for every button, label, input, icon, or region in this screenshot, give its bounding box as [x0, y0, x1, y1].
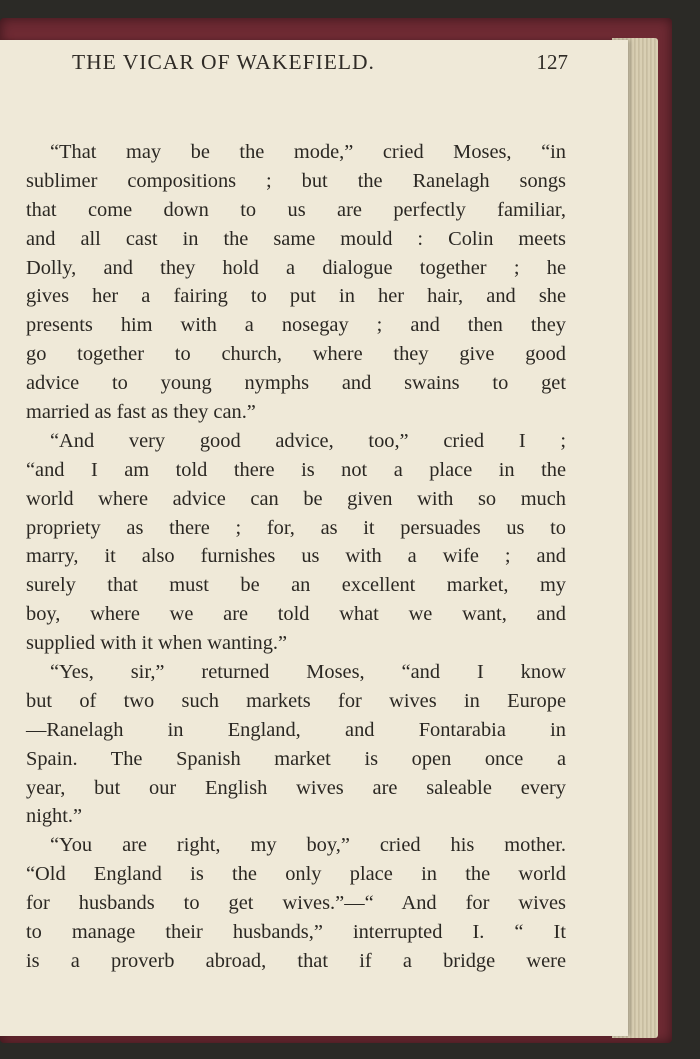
text-line: world where advice can be given with so much — [26, 487, 566, 510]
text-line: propriety as there ; for, as it persuades us to — [26, 516, 566, 539]
text-line: “That may be the mode,” cried Moses, “in — [50, 141, 566, 163]
text-line: supplied with it when wanting.” — [26, 632, 288, 655]
page-header — [72, 50, 568, 84]
text-line: night.” — [26, 805, 83, 828]
text-line: marry, it also furnishes us with a wife ; and — [26, 545, 566, 568]
text-line: boy, where we are told what we want, and — [26, 603, 566, 626]
text-line: sublimer compositions ; but the Ranelagh songs — [26, 169, 566, 192]
text-line: advice to young nymphs and swains to get — [26, 372, 566, 395]
text-line: go together to church, where they give good — [26, 343, 566, 366]
running-title: THE VICAR OF WAKEFIELD. — [72, 50, 375, 74]
text-line: that come down to us are perfectly familiar, — [26, 198, 566, 221]
text-line: for husbands to get wives.”—“ And for wives — [26, 892, 566, 915]
text-line: “And very good advice, too,” cried I ; — [50, 429, 566, 452]
page-number: 127 — [536, 50, 568, 74]
text-line: married as fast as they can.” — [26, 401, 256, 424]
text-line: “Old England is the only place in the world — [26, 863, 566, 886]
text-line: surely that must be an excellent market, my — [26, 574, 566, 597]
text-line: is a proverb abroad, that if a bridge were — [26, 949, 566, 972]
text-line: “and I am told there is not a place in the — [26, 458, 566, 481]
text-line: “Yes, sir,” returned Moses, “and I know — [50, 661, 566, 684]
text-line: gives her a fairing to put in her hair, and she — [26, 285, 566, 308]
text-line: “You are right, my boy,” cried his mother. — [50, 834, 566, 857]
body-text — [26, 138, 566, 976]
text-line: Dolly, and they hold a dialogue together ; he — [26, 256, 566, 279]
text-line: year, but our English wives are saleable every — [26, 776, 566, 799]
text-line: Spain. The Spanish market is open once a — [26, 747, 566, 770]
text-line: presents him with a nosegay ; and then they — [26, 314, 566, 337]
text-line: to manage their husbands,” interrupted I. “ It — [26, 921, 566, 944]
text-line: and all cast in the same mould : Colin meets — [26, 227, 566, 250]
text-line: but of two such markets for wives in Europe — [26, 689, 566, 712]
text-line: —Ranelagh in England, and Fontarabia in — [26, 718, 566, 741]
